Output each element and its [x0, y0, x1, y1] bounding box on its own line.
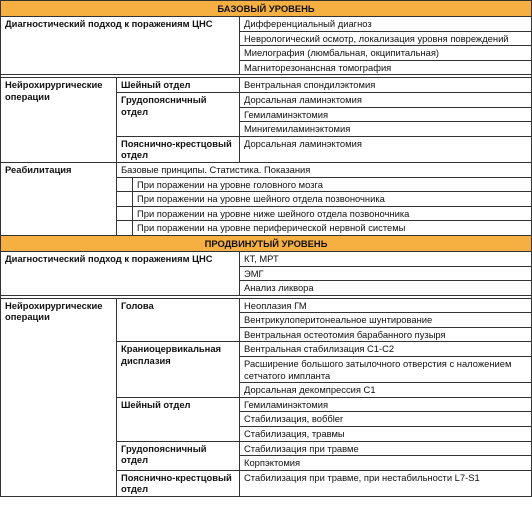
- basic-diag-item: Магниторезонансная томография: [240, 60, 532, 75]
- basic-diag-label: Диагностический подход к поражениям ЦНС: [1, 17, 240, 75]
- adv-thoracolumbar-item: Корпэктомия: [240, 456, 532, 471]
- adv-lumbosacral-label: Пояснично-крестцовый отдел: [117, 470, 240, 496]
- adv-cranio-item: Расширение большого затылочного отверстия с наложением сетчатого импланта: [240, 357, 532, 383]
- adv-head-item: Неоплазия ГМ: [240, 298, 532, 313]
- adv-head-item: Вентрикулоперитонеальное шунтирование: [240, 313, 532, 328]
- adv-cervical-item: Стабилизация, травмы: [240, 427, 532, 442]
- adv-cervical-item: Гемиламинэктомия: [240, 397, 532, 412]
- adv-neuro-label: Нейрохирургические операции: [1, 298, 117, 496]
- basic-diag-item: Неврологический осмотр, локализация уровня повреждений: [240, 31, 532, 46]
- adv-diag-item: ЭМГ: [240, 266, 532, 281]
- basic-lumbosacral-label: Пояснично-крестцовый отдел: [117, 136, 240, 162]
- basic-level-header: БАЗОВЫЙ УРОВЕНЬ: [1, 1, 532, 17]
- basic-rehab-item: При поражении на уровне головного мозга: [133, 177, 532, 192]
- adv-cervical-item: Стабилизация, воббler: [240, 412, 532, 427]
- basic-cervical-item: Вентральная спондилэктомия: [240, 78, 532, 93]
- basic-rehab-item: При поражении на уровне шейного отдела позвоночника: [133, 192, 532, 207]
- adv-lumbosacral-item: Стабилизация при травме, при нестабильности L7-S1: [240, 470, 532, 496]
- adv-cranio-item: Дорсальная декомпрессия С1: [240, 383, 532, 398]
- adv-diag-label: Диагностический подход к поражениям ЦНС: [1, 251, 240, 295]
- basic-rehab-item: Базовые принципы. Статистика. Показания: [117, 162, 532, 177]
- basic-rehab-label: Реабилитация: [1, 162, 117, 235]
- basic-diag-item: Миелография (люмбальная, окципитальная): [240, 46, 532, 61]
- adv-cervical-label: Шейный отдел: [117, 397, 240, 441]
- basic-cervical-label: Шейный отдел: [117, 78, 240, 93]
- adv-head-label: Голова: [117, 298, 240, 342]
- adv-thoracolumbar-item: Стабилизация при травме: [240, 441, 532, 456]
- adv-head-item: Вентральная остеотомия барабанного пузыря: [240, 327, 532, 342]
- adv-diag-item: Анализ ликвора: [240, 281, 532, 296]
- basic-lumbosacral-item: Дорсальная ламинэктомия: [240, 136, 532, 162]
- basic-rehab-item: При поражении на уровне периферической нервной системы: [133, 221, 532, 236]
- adv-cranio-item: Вентральная стабилизация С1-С2: [240, 342, 532, 357]
- basic-neuro-label: Нейрохирургические операции: [1, 78, 117, 163]
- adv-diag-item: КТ, МРТ: [240, 251, 532, 266]
- adv-cranio-label: Краниоцервикальная дисплазия: [117, 342, 240, 397]
- adv-thoracolumbar-label: Грудопоясничный отдел: [117, 441, 240, 470]
- basic-rehab-item: При поражении на уровне ниже шейного отдела позвоночника: [133, 206, 532, 221]
- basic-thoracolumbar-item: Дорсальная ламинэктомия: [240, 92, 532, 107]
- basic-diag-item: Дифференциальный диагноз: [240, 17, 532, 32]
- basic-thoracolumbar-item: Гемиламинэктомия: [240, 107, 532, 122]
- basic-thoracolumbar-item: Минигемиламинэктомия: [240, 122, 532, 137]
- advanced-level-header: ПРОДВИНУТЫЙ УРОВЕНЬ: [1, 235, 532, 251]
- basic-thoracolumbar-label: Грудопоясничный отдел: [117, 92, 240, 136]
